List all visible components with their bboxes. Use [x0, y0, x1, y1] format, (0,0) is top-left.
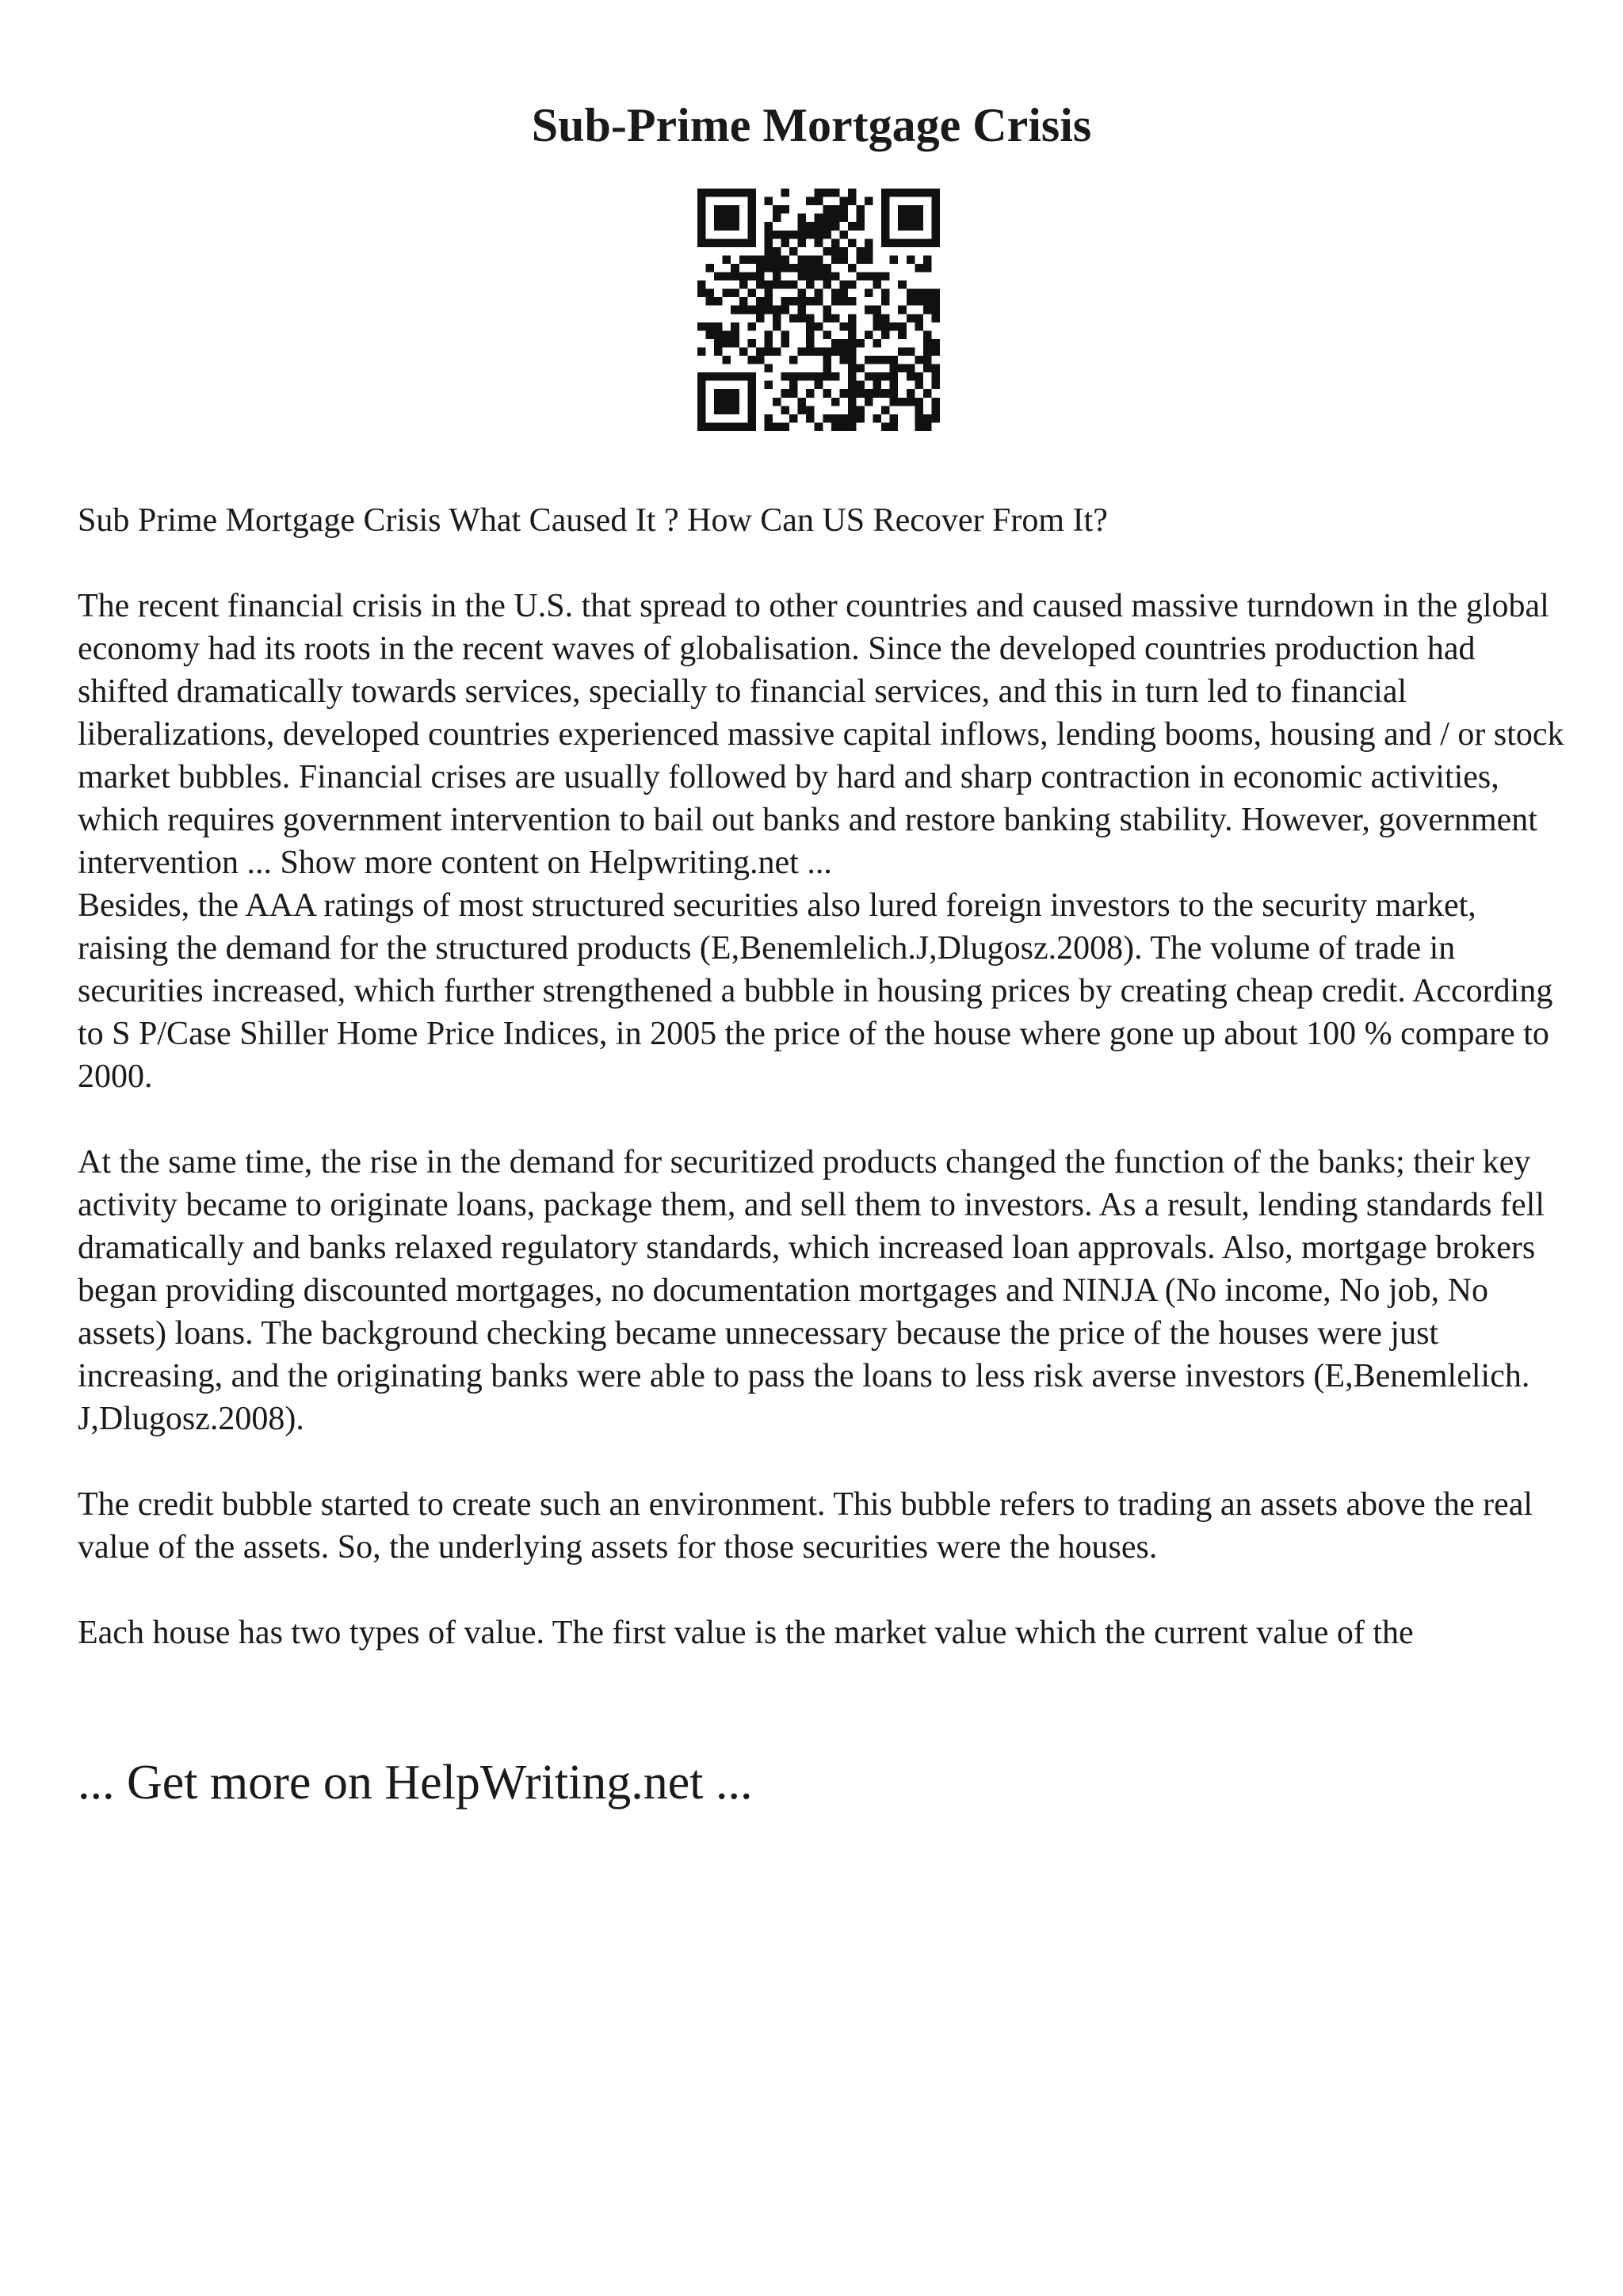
paragraph-4: The credit bubble started to create such an environment. This bubble refers to trading an assets above the real value of the assets. So, the underlying assets for those securities were the houses. — [78, 1486, 1533, 1566]
paragraph-1: The recent financial crisis in the U.S. that spread to other countries and caused massive turndown in the global economy had its roots in the recent waves of globalisation. Since the developed countries production had shifted dramatically towards services, specially to financial services, and this in turn led to financial liberalizations, developed countries experienced massive capital inflows, lending booms, housing and / or stock market bubbles. Financial crises are usually followed by hard and sharp contraction in economic activities, which requires government intervention to bail out banks and restore banking stability. However, government intervention ... Show more content on Helpwriting.net ... — [78, 588, 1564, 881]
document-body — [78, 499, 1568, 1654]
qr-code-icon[interactable] — [697, 189, 940, 431]
get-more-link[interactable]: ... Get more on HelpWriting.net ... — [78, 1756, 753, 1810]
paragraph-5: Each house has two types of value. The first value is the market value which the current value of the — [78, 1615, 1414, 1651]
document-subtitle: Sub Prime Mortgage Crisis What Caused It ? How Can US Recover From It? — [78, 502, 1108, 539]
document-title: Sub-Prime Mortgage Crisis — [531, 99, 1092, 151]
paragraph-2: Besides, the AAA ratings of most structured securities also lured foreign investors to the security market, raising the demand for the structured products (E,Benemlelich.J,Dlugosz.2008). The volume of trade in securities increased, which further strengthened a bubble in housing prices by creating cheap credit. According to S P/Case Shiller Home Price Indices, in 2005 the price of the house where gone up about 100 % compare to 2000. — [78, 887, 1553, 1095]
paragraph-3: At the same time, the rise in the demand for securitized products changed the function of the banks; their key activity became to originate loans, package them, and sell them to investors. As a result, lending standards fell dramatically and banks relaxed regulatory standards, which increased loan approvals. Also, mortgage brokers began providing discounted mortgages, no documentation mortgages and NINJA (No income, No job, No assets) loans. The background checking became unnecessary because the price of the houses were just increasing, and the originating banks were able to pass the loans to less risk averse investors (E,Benemlelich. J,Dlugosz.2008). — [78, 1144, 1545, 1437]
